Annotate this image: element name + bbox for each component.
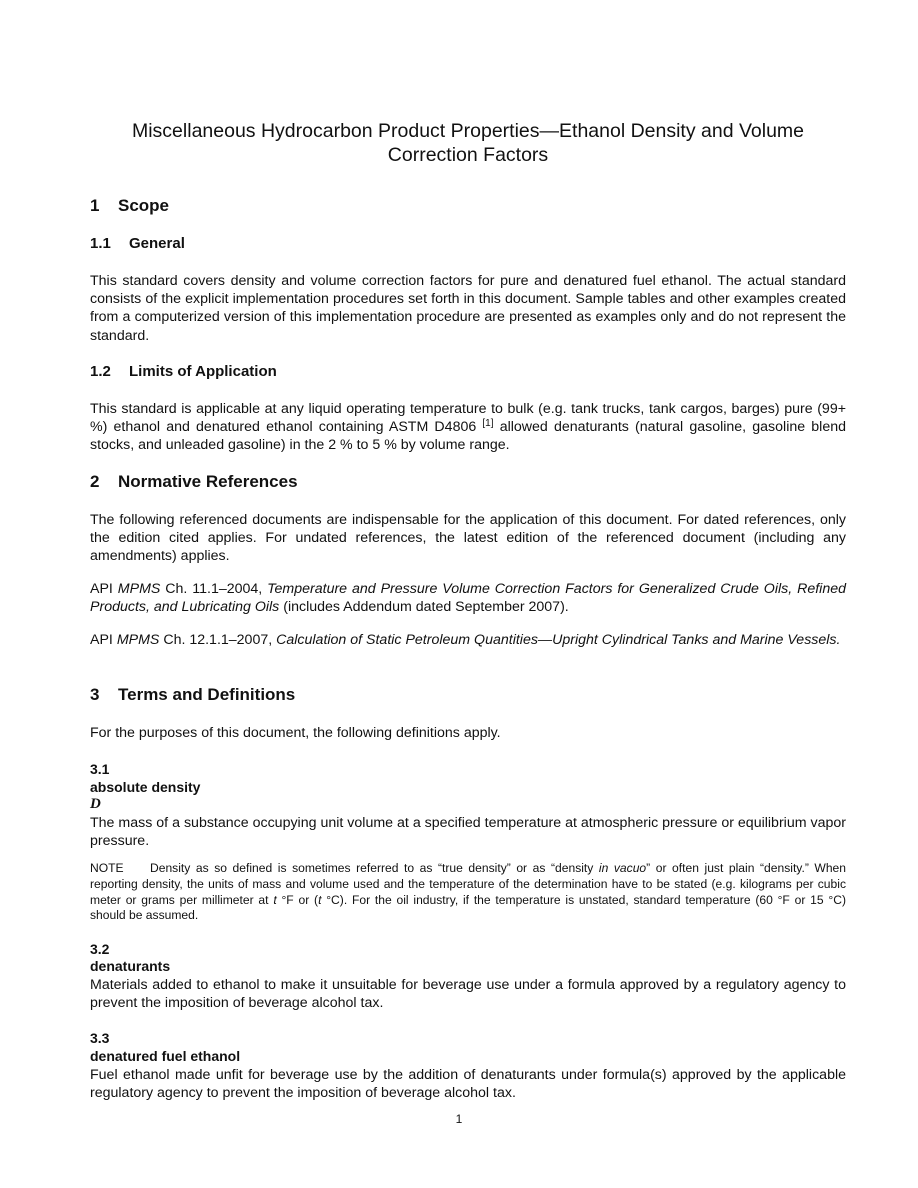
term-definition: Fuel ethanol made unfit for beverage use by the addition of denaturants under formula(s) approved by the applicable regulatory agency to prevent the imposition of beverage alcohol tax. <box>90 1067 846 1102</box>
reference-entry-mpms-11-1 <box>90 580 846 616</box>
reference-chapter: Ch. 11.1–2004, <box>160 581 268 597</box>
terms-intro-paragraph: For the purposes of this document, the following definitions apply. <box>90 725 501 741</box>
note-text: Density as so defined is sometimes referred to as “true density” or as “density <box>150 861 599 875</box>
normative-intro-paragraph: The following referenced documents are indispensable for the application of this document. For dated references, only the edition cited applies. For undated references, the latest edition of the referenced document (including any amendments) applies. <box>90 512 846 565</box>
term-name: absolute density <box>90 779 201 795</box>
section-title: Terms and Definitions <box>118 685 296 704</box>
section-heading-normative-references <box>90 472 298 492</box>
subsection-title: Limits of Application <box>129 363 277 380</box>
term-number: 3.2 <box>90 941 110 957</box>
reference-title: Calculation of Static Petroleum Quantities—Upright Cylindrical Tanks and Marine Vessels. <box>276 632 841 648</box>
reference-marker: [1] <box>482 418 494 430</box>
note-variable: t <box>318 892 322 907</box>
reference-suffix: (includes Addendum dated September 2007). <box>279 599 569 616</box>
page-number: 1 <box>455 1112 463 1126</box>
term-symbol: D <box>90 796 101 812</box>
subsection-title: General <box>129 235 185 252</box>
reference-title: Temperature and Pressure Volume Correction Factors for Generalized Crude Oils, Refined Products, and Lubricating Oils <box>90 581 847 616</box>
reference-prefix: API <box>90 632 117 648</box>
term-name: denatured fuel ethanol <box>90 1048 241 1064</box>
reference-prefix: API <box>90 581 118 597</box>
section-number: 3 <box>90 685 100 704</box>
note-italic: in vacuo <box>598 861 647 875</box>
reference-series: MPMS <box>116 632 160 648</box>
term-definition: Materials added to ethanol to make it unsuitable for beverage use under a formula approved by a regulatory agency to prevent the imposition of beverage alcohol tax. <box>90 977 846 1012</box>
subsection-heading-general <box>90 235 185 252</box>
note-text: ” or often just plain “density.” When reporting density, the units of mass and volume used and the temperature of the determination have to be stated (e.g. kilograms per cubic meter or grams per millimeter at <box>90 861 846 907</box>
note-text: °F or ( <box>276 892 319 907</box>
section-heading-terms-definitions <box>90 685 295 705</box>
subsection-heading-limits <box>90 363 277 380</box>
section-number: 1 <box>90 196 100 215</box>
section-heading-scope <box>90 196 169 216</box>
section-number: 2 <box>90 472 100 491</box>
note-text: °C). For the oil industry, if the temperature is unstated, standard temperature (60 °F or 15 °C) should be assumed. <box>90 892 846 923</box>
reference-entry-mpms-12-1-1 <box>90 631 846 649</box>
document-title: Miscellaneous Hydrocarbon Product Properties—Ethanol Density and Volume Correction Factors <box>131 120 805 166</box>
term-definition: The mass of a substance occupying unit volume at a specified temperature at atmospheric pressure or equilibrium vapor pressure. <box>90 815 846 850</box>
note-tag: NOTE <box>90 861 124 875</box>
term-name: denaturants <box>90 958 171 974</box>
section-title: Normative References <box>118 472 298 491</box>
subsection-number: 1.1 <box>90 235 111 252</box>
reference-series: MPMS <box>117 581 161 597</box>
reference-chapter: Ch. 12.1.1–2007, <box>159 632 277 648</box>
term-number: 3.1 <box>90 761 110 777</box>
subsection-number: 1.2 <box>90 363 111 380</box>
limits-paragraph <box>90 400 846 455</box>
limits-text-a: This standard is applicable at any liquid operating temperature to bulk (e.g. tank trucks, tank cargos, barges) pure (99+ %) ethanol and denatured ethanol containing ASTM D4806 <box>90 401 846 436</box>
general-paragraph: This standard covers density and volume correction factors for pure and denatured fuel ethanol. The actual standard consists of the explicit implementation procedures set forth in this document. Sample tables and other examples created from a computerized version of this implementation procedure are presented as examples only and do not represent the standard. <box>90 273 846 344</box>
limits-text-b: allowed denaturants (natural gasoline, gasoline blend stocks, and unleaded gasoline) in the 2 % to 5 % by volume range. <box>90 419 846 454</box>
term-note <box>90 861 846 924</box>
note-variable: t <box>273 892 277 907</box>
section-title: Scope <box>118 196 170 215</box>
term-number: 3.3 <box>90 1030 110 1046</box>
